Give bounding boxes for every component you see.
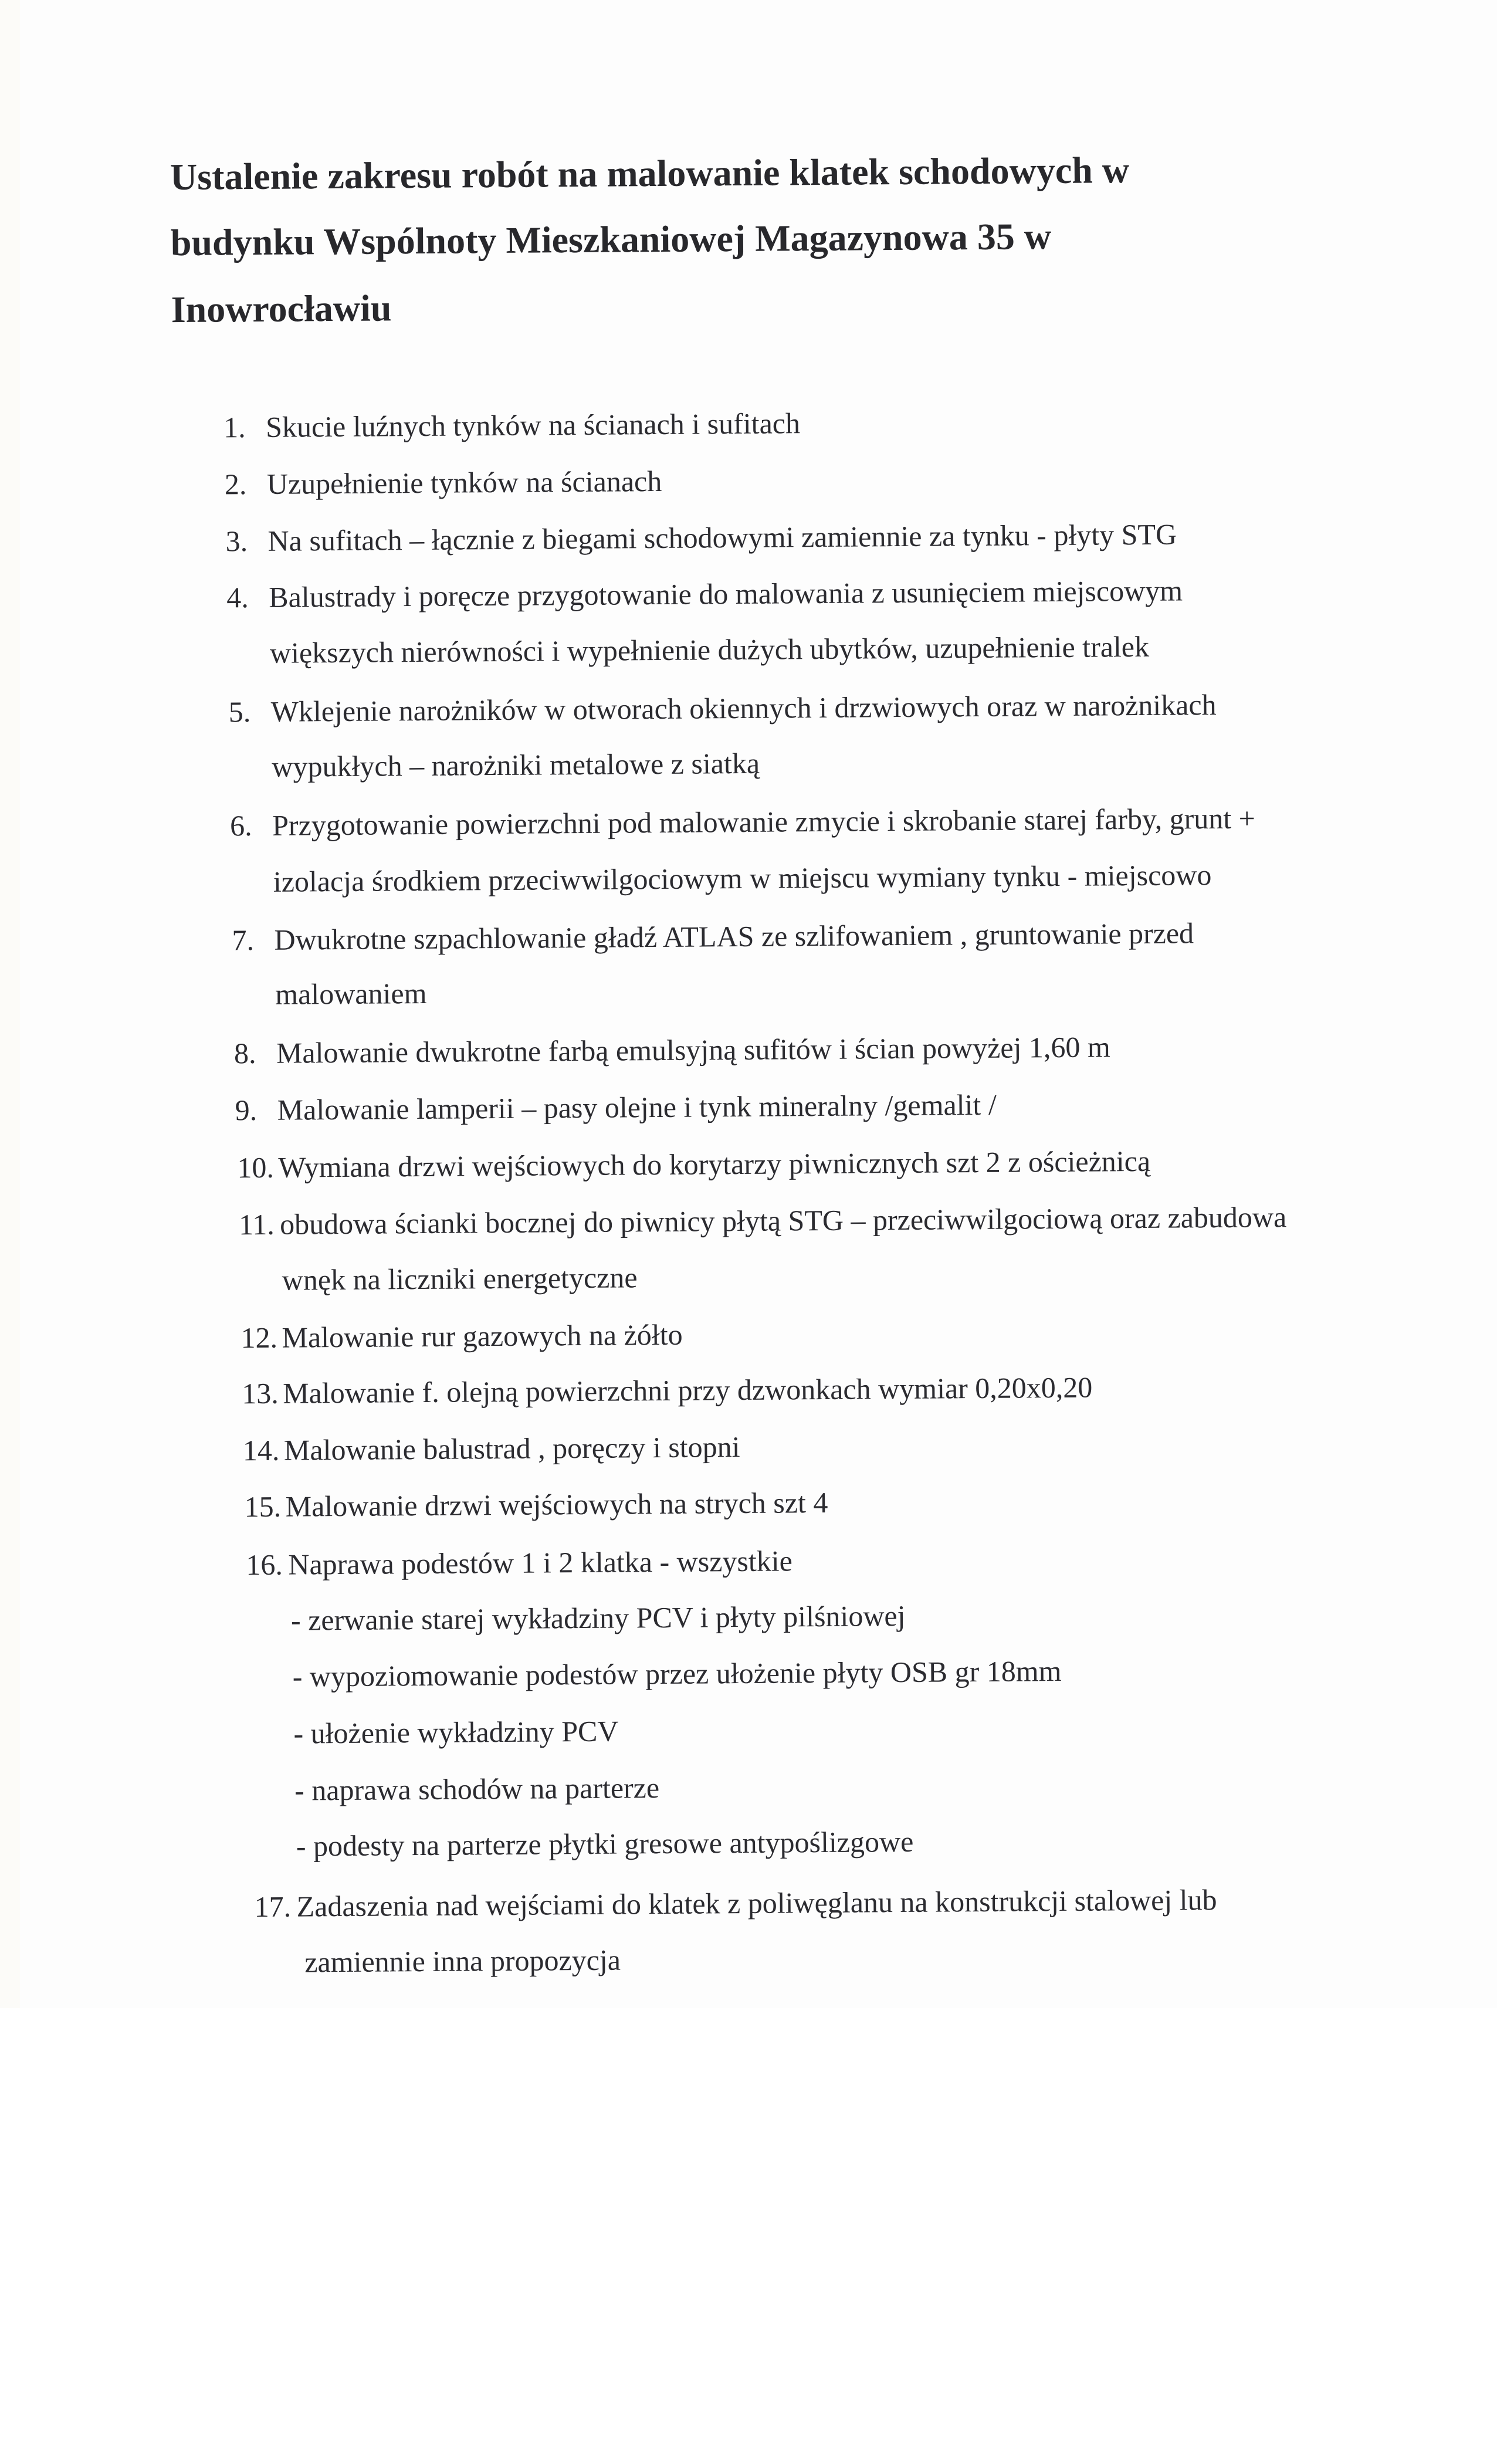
- list-item-number: 11.: [238, 1207, 275, 1241]
- list-item-number: 7.: [232, 923, 255, 957]
- list-item-text: Malowanie drzwi wejściowych na strych szt 4: [285, 1485, 828, 1523]
- list-item-continuation: większych nierówności i wypełnienie dużych ubytków, uzupełnienie tralek: [269, 629, 1150, 669]
- list-item-text: Malowanie f. olejną powierzchni przy dzwonkach wymiar 0,20x0,20: [283, 1370, 1093, 1410]
- list-item-text: Wklejenie narożników w otworach okiennych i drzwiowych oraz w narożnikach: [270, 688, 1217, 728]
- list-item-number: 8.: [233, 1037, 256, 1070]
- document-title-line-3: Inowrocławiu: [171, 287, 392, 331]
- list-item-text: Uzupełnienie tynków na ścianach: [266, 464, 662, 500]
- list-item-number: 16.: [246, 1548, 283, 1582]
- list-item-number: 4.: [226, 581, 249, 614]
- sub-item: - naprawa schodów na parterze: [294, 1771, 660, 1807]
- document-title-line-1: Ustalenie zakresu robót na malowanie klatek schodowych w: [170, 149, 1130, 198]
- list-item-number: 1.: [223, 411, 246, 444]
- list-item-text: Przygotowanie powierzchni pod malowanie zmycie i skrobanie starej farby, grunt +: [272, 801, 1256, 842]
- list-item-number: 5.: [228, 695, 251, 729]
- list-item-number: 17.: [254, 1890, 292, 1924]
- sub-item: - zerwanie starej wykładziny PCV i płyty pilśniowej: [290, 1599, 906, 1637]
- list-item-continuation: zamiennie inna propozycja: [304, 1943, 621, 1979]
- list-item-number: 3.: [225, 524, 248, 558]
- list-item-number: 14.: [242, 1433, 280, 1467]
- list-item-text: Malowanie balustrad , poręczy i stopni: [283, 1430, 740, 1467]
- sub-item: - ułożenie wykładziny PCV: [293, 1714, 619, 1750]
- list-item-number: 13.: [242, 1376, 279, 1410]
- list-item-text: Wymiana drzwi wejściowych do korytarzy piwnicznych szt 2 z ościeżnicą: [278, 1144, 1151, 1184]
- list-item-continuation: malowaniem: [275, 976, 427, 1011]
- list-item-text: obudowa ścianki bocznej do piwnicy płytą STG – przeciwwilgociową oraz zabudowa: [279, 1200, 1287, 1241]
- document-title-line-2: budynku Wspólnoty Mieszkaniowej Magazynowa 35 w: [170, 215, 1052, 264]
- list-item-text: Balustrady i poręcze przygotowanie do malowania z usunięciem miejscowym: [269, 574, 1183, 614]
- list-item-continuation: izolacja środkiem przeciwwilgociowym w miejscu wymiany tynku - miejscowo: [273, 858, 1212, 898]
- list-item-text: Skucie luźnych tynków na ścianach i sufitach: [265, 407, 801, 444]
- list-item-text: Malowanie lamperii – pasy olejne i tynk mineralny /gemalit /: [277, 1088, 997, 1126]
- list-item-number: 2.: [224, 468, 247, 501]
- list-item-continuation: wypukłych – narożniki metalowe z siatką: [272, 746, 760, 783]
- list-item-number: 15.: [244, 1490, 282, 1524]
- sub-item: - wypoziomowanie podestów przez ułożenie płyty OSB gr 18mm: [292, 1654, 1062, 1693]
- list-item-continuation: wnęk na liczniki energetyczne: [282, 1261, 638, 1297]
- list-item-text: Na sufitach – łącznie z biegami schodowymi zamiennie za tynku - płyty STG: [267, 517, 1177, 557]
- list-item-text: Malowanie rur gazowych na żółto: [282, 1318, 683, 1354]
- list-item-number: 6.: [229, 809, 252, 842]
- list-item-number: 10.: [237, 1150, 275, 1184]
- list-item-number: 9.: [235, 1094, 258, 1127]
- list-item-number: 12.: [241, 1321, 278, 1355]
- list-item-text: Dwukrotne szpachlowanie gładź ATLAS ze szlifowaniem , gruntowanie przed: [274, 916, 1194, 956]
- list-item-text: Malowanie dwukrotne farbą emulsyjną sufitów i ścian powyżej 1,60 m: [276, 1030, 1111, 1069]
- sub-item: - podesty na parterze płytki gresowe antypoślizgowe: [296, 1825, 914, 1863]
- list-item-text: Zadaszenia nad wejściami do klatek z poliwęglanu na konstrukcji stalowej lub: [296, 1883, 1217, 1923]
- list-item-text: Naprawa podestów 1 i 2 klatka - wszystkie: [288, 1544, 793, 1581]
